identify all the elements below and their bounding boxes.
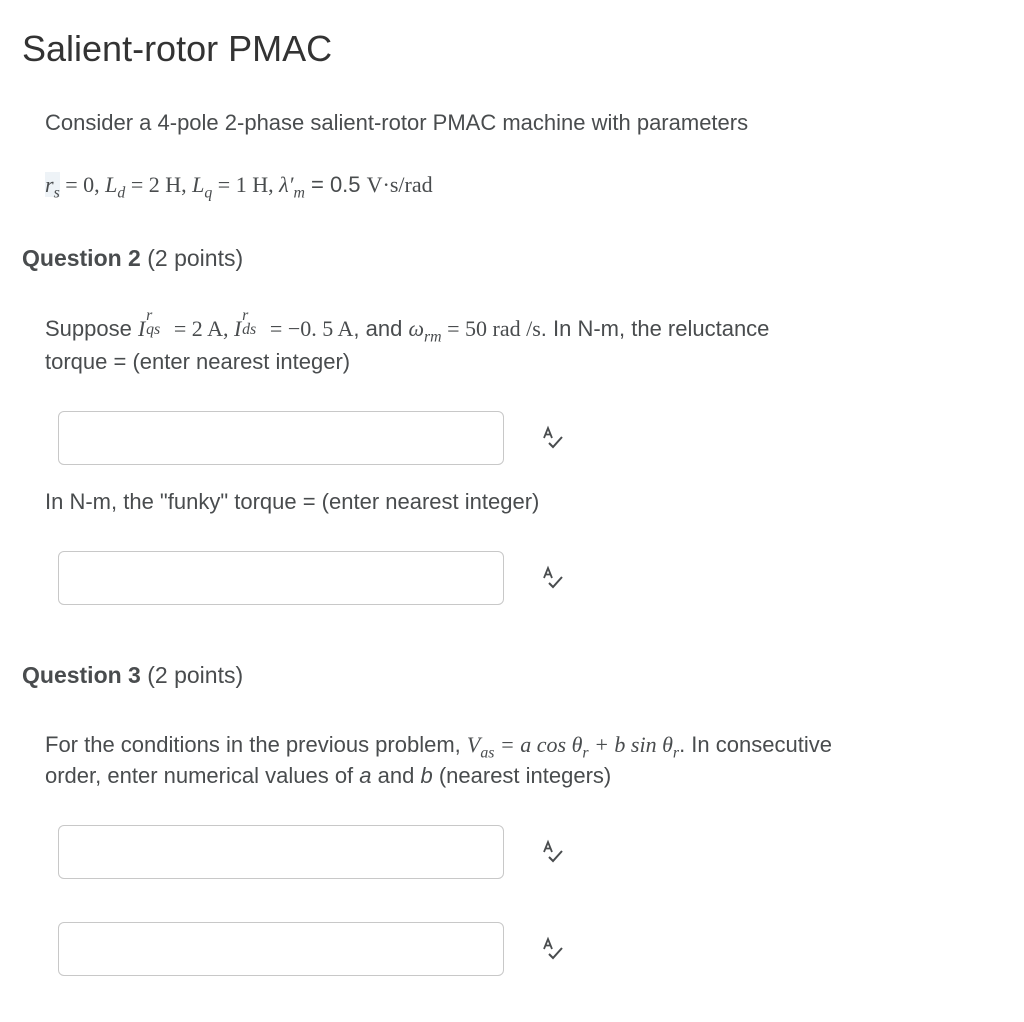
param-rs-sub: s [53,184,60,202]
q2-ids-val: = −0. 5 A [264,316,354,341]
param-lq-sub: q [204,184,213,202]
question-2-text-line2: torque = (enter nearest integer) [45,349,351,374]
q3-a-input[interactable] [58,825,504,879]
q3-v-sub: as [480,744,495,762]
spellcheck-icon[interactable] [540,565,566,591]
param-lambda: λ′ [279,172,294,197]
question-2-heading [22,245,243,272]
spellcheck-icon[interactable] [540,839,566,865]
param-lambda-unit: V·s/rad [366,172,433,197]
param-rs-val: = 0, [59,172,106,197]
q2-ids-script [241,306,264,339]
spellcheck-icon[interactable] [540,936,566,962]
param-lq: L [192,172,205,197]
question-3-text [45,732,832,763]
q2-text-b: , and [353,316,409,341]
q3-eq-sub2: r [672,744,680,762]
q2-text-a: Suppose [45,316,138,341]
param-rs: r [45,172,54,197]
q2-omega-sub: rm [424,328,442,346]
question-2-label: Question 2 [22,245,141,271]
q2-funky-input[interactable] [58,551,504,605]
q2-omega-val: = 50 rad /s [441,316,541,341]
q2-ids-sup: r [242,306,249,324]
intro-params [45,172,433,203]
q3-line2b: (nearest integers) [432,763,612,788]
q2-iqs-script [145,306,168,339]
q3-eq-sub1: r [582,744,589,762]
q3-eq-mid: + b sin θ [588,732,673,757]
q2-iqs-sub: qs [146,321,161,339]
param-ld: L [105,172,118,197]
q2-funky-text: In N-m, the "funky" torque = (enter nearest integer) [45,489,540,514]
param-ld-val: = 2 H, [125,172,193,197]
q2-iqs: I [137,316,146,341]
q2-omega: ω [408,316,424,341]
question-2-points: (2 points) [140,245,244,271]
q3-and: and [371,763,421,788]
q2-reluctance-input[interactable] [58,411,504,465]
question-3-label: Question 3 [22,662,141,688]
question-3-text-line2 [45,763,611,789]
param-ld-sub: d [117,184,126,202]
spellcheck-icon[interactable] [540,425,566,451]
param-lambda-eq: = 0.5 [304,172,367,197]
param-lambda-sub: m [293,184,305,202]
intro-text: Consider a 4-pole 2-phase salient-rotor PMAC machine with parameters [45,110,749,135]
question-3-heading [22,662,243,689]
q3-line2a: order, enter numerical values of [45,763,360,788]
q2-ids: I [233,316,242,341]
q3-text-a: For the conditions in the previous problem, [45,732,467,757]
question-2-text [45,306,770,347]
page-title: Salient-rotor PMAC [22,28,333,69]
q3-text-b: . In consecutive [679,732,832,757]
q3-v: V [466,732,481,757]
q2-iqs-sup: r [146,306,153,324]
q2-ids-sub: ds [242,321,257,339]
q3-b: b [420,763,433,788]
q2-text-c: . In N-m, the reluctance [540,316,770,341]
q3-eq: = a cos θ [494,732,583,757]
param-lq-val: = 1 H, [212,172,280,197]
question-3-points: (2 points) [140,662,244,688]
q3-b-input[interactable] [58,922,504,976]
q3-a: a [359,763,372,788]
q2-iqs-val: = 2 A, [168,316,234,341]
